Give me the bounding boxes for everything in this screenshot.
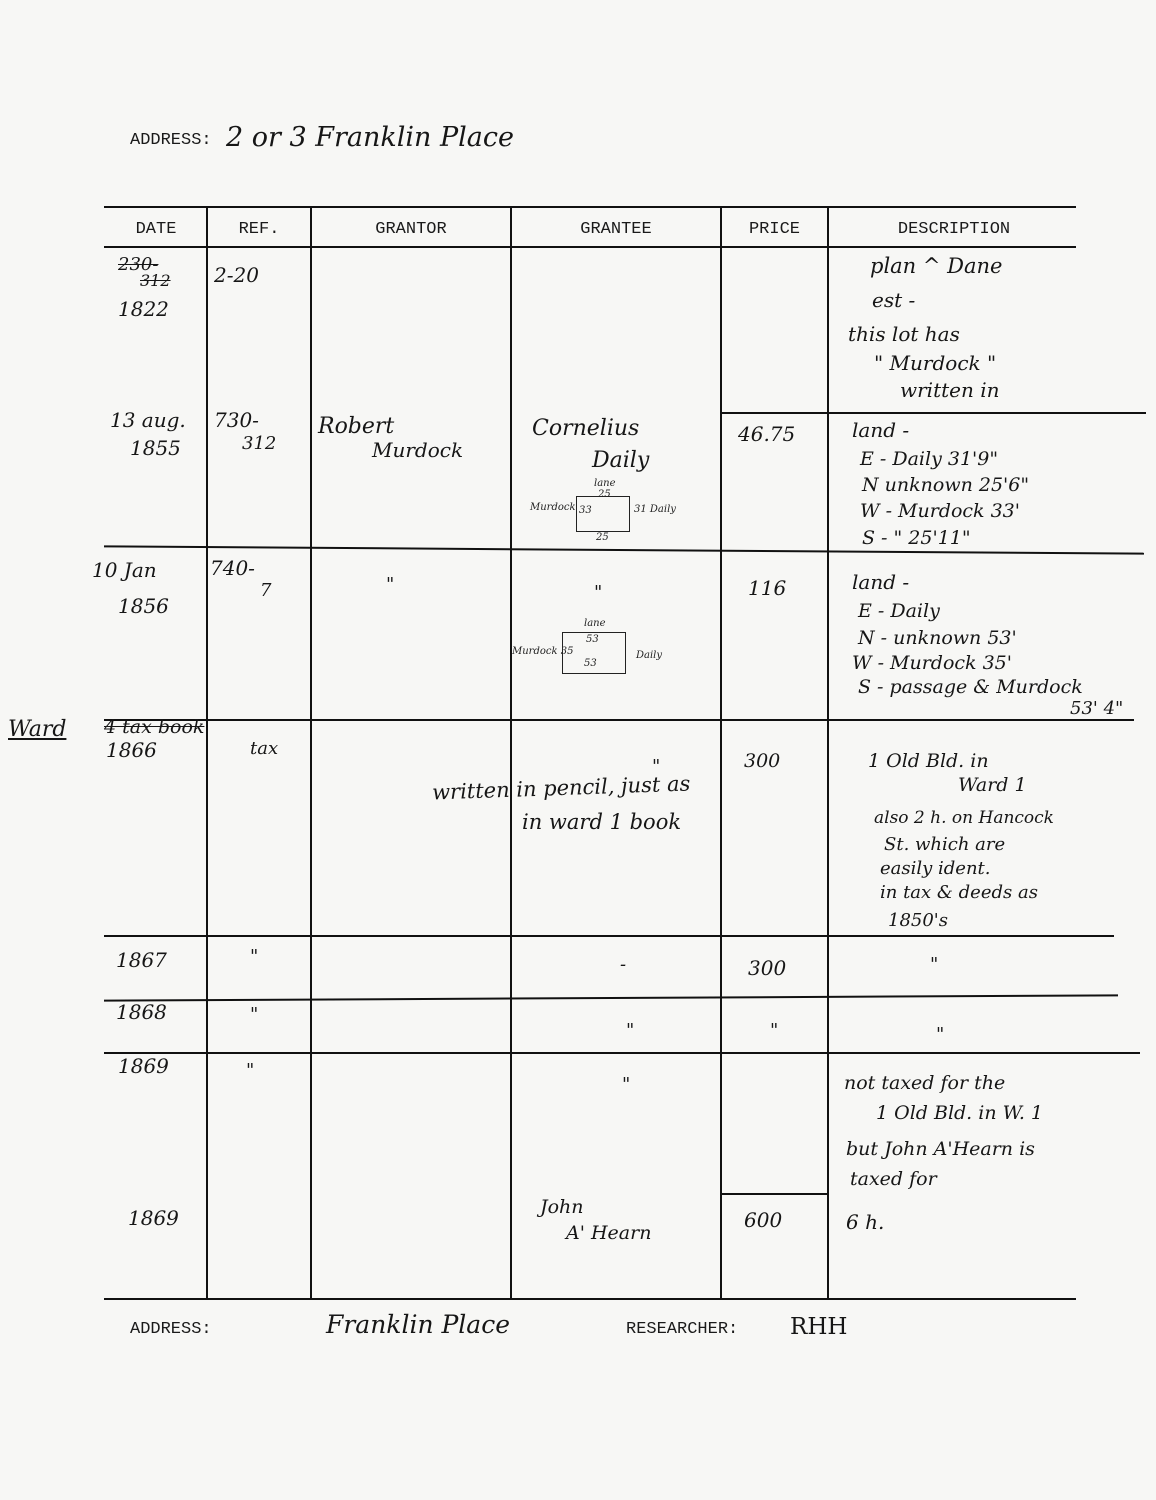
margin-note: Ward <box>8 717 67 742</box>
description-line: taxed for <box>850 1168 937 1190</box>
description-line: in tax & deeds as <box>880 882 1038 903</box>
entry-price: 46.75 <box>738 422 796 446</box>
struck-reference: 230- <box>118 254 159 275</box>
entry-date: 1855 <box>130 436 181 460</box>
description-line: also 2 h. on Hancock <box>874 808 1054 828</box>
row-separator <box>104 994 1118 1001</box>
column-divider <box>206 206 208 1298</box>
description-line: 1 Old Bld. in <box>868 750 989 772</box>
sketch-label: 53 <box>584 658 597 669</box>
description-line: written in <box>900 378 1000 402</box>
description-line: easily ident. <box>880 858 991 879</box>
researcher-label: RESEARCHER: <box>626 1320 739 1339</box>
row-separator <box>722 1193 829 1195</box>
description-line: S - " 25'11" <box>862 527 971 549</box>
ditto-mark: " <box>622 1074 631 1095</box>
sketch-label: Murdock <box>530 502 576 513</box>
description-line: N unknown 25'6" <box>862 474 1030 496</box>
description-line: W - Murdock 35' <box>852 652 1012 674</box>
entry-price: 300 <box>748 956 787 980</box>
address-label: ADDRESS: <box>130 131 212 150</box>
footer-address-value: Franklin Place <box>326 1310 511 1339</box>
description-line: " Murdock " <box>874 351 997 375</box>
ditto-mark: " <box>246 1060 255 1081</box>
address-value: 2 or 3 Franklin Place <box>226 122 514 153</box>
sketch-label: Murdock 35 <box>512 646 574 657</box>
entry-date: 13 aug. <box>110 408 186 432</box>
description-line: N - unknown 53' <box>858 627 1017 649</box>
ditto-mark: " <box>386 574 395 595</box>
sketch-label: 31 Daily <box>634 504 676 515</box>
column-header-ref: REF. <box>238 220 280 239</box>
entry-date: 1868 <box>116 1000 167 1024</box>
ditto-mark: " <box>930 954 939 975</box>
entry-ref: 312 <box>242 433 277 454</box>
sketch-label: Daily <box>636 650 663 661</box>
sketch-label: 25 <box>596 532 609 543</box>
description-line: land - <box>852 418 910 442</box>
description-line: but John A'Hearn is <box>846 1138 1035 1160</box>
grantee-name: Daily <box>592 448 650 473</box>
grantee-name: A' Hearn <box>566 1222 652 1244</box>
column-divider <box>510 206 512 1298</box>
grantee-name: John <box>540 1196 584 1218</box>
entry-date: 1867 <box>116 948 167 972</box>
column-header-grantor: GRANTOR <box>375 220 447 239</box>
description-line: est - <box>872 288 916 312</box>
entry-ref: 730- <box>214 408 259 432</box>
description-line: land - <box>852 570 910 594</box>
researcher-value: RHH <box>790 1314 848 1340</box>
entry-date: 10 Jan <box>92 558 157 582</box>
column-divider <box>827 206 829 1298</box>
ditto-mark: " <box>626 1020 635 1041</box>
sketch-label: 33 <box>579 505 592 516</box>
column-header-date: DATE <box>135 220 177 239</box>
sketch-label: lane <box>594 478 616 489</box>
entry-price: 116 <box>748 576 787 600</box>
table-bottom-rule <box>104 1298 1076 1300</box>
description-line: S - passage & Murdock <box>858 676 1083 698</box>
entry-ref: 740- <box>210 556 255 580</box>
description-line: 1850's <box>888 910 948 931</box>
column-header-price: PRICE <box>748 220 800 239</box>
entry-date: 1856 <box>118 594 169 618</box>
sketch-label: 53 <box>586 634 599 645</box>
description-line: 1 Old Bld. in W. 1 <box>876 1102 1043 1124</box>
grantor-name: Robert <box>318 414 395 439</box>
column-divider <box>720 206 722 1298</box>
description-line: plan ^ Dane <box>870 254 1003 278</box>
description-line: St. which are <box>884 834 1006 855</box>
grantor-name: Murdock <box>372 438 464 462</box>
entry-ref: 7 <box>260 580 272 601</box>
column-header-grantee: GRANTEE <box>580 220 652 239</box>
description-line: 6 h. <box>846 1210 885 1234</box>
sketch-label: 25 <box>598 489 611 500</box>
column-divider <box>310 206 312 1298</box>
entry-price: 300 <box>744 750 781 772</box>
description-line: 53' 4" <box>1070 698 1124 719</box>
entry-date: 1869 <box>128 1206 179 1230</box>
description-line: Ward 1 <box>958 774 1027 796</box>
pencil-note: written in pencil, just as <box>431 771 691 805</box>
footer-address-label: ADDRESS: <box>130 1320 212 1339</box>
entry-ref: 2-20 <box>214 263 259 287</box>
ditto-mark: " <box>936 1024 945 1045</box>
ditto-mark: " <box>250 1004 259 1025</box>
row-separator <box>722 412 1146 414</box>
ditto-mark: " <box>594 582 603 603</box>
row-separator <box>104 1052 1140 1054</box>
entry-date: 1869 <box>118 1054 169 1078</box>
entry-date: 1822 <box>118 297 169 321</box>
entry-date: 1866 <box>106 738 157 762</box>
struck-reference: 312 <box>140 271 171 290</box>
description-line: E - Daily <box>858 600 940 622</box>
entry-price: 600 <box>744 1208 783 1232</box>
row-separator <box>104 545 1144 554</box>
entry-ref: tax <box>250 738 279 759</box>
pencil-note: in ward 1 book <box>522 810 682 834</box>
row-separator <box>104 935 1114 937</box>
description-line: W - Murdock 33' <box>860 500 1020 522</box>
grantee-name: Cornelius <box>532 416 640 441</box>
ditto-mark: " <box>250 946 259 967</box>
column-header-description: DESCRIPTION <box>897 220 1011 239</box>
description-line: E - Daily 31'9" <box>860 448 999 470</box>
ditto-mark: " <box>770 1020 779 1041</box>
struck-note: 4 tax book <box>104 716 205 738</box>
description-line: this lot has <box>848 322 960 346</box>
ditto-mark: - <box>620 954 627 975</box>
sketch-label: lane <box>584 618 606 629</box>
row-separator <box>104 719 1134 721</box>
header-rule <box>104 246 1076 248</box>
description-line: not taxed for the <box>844 1072 1006 1094</box>
ditto-mark: " <box>652 756 661 777</box>
table-top-rule <box>104 206 1076 208</box>
